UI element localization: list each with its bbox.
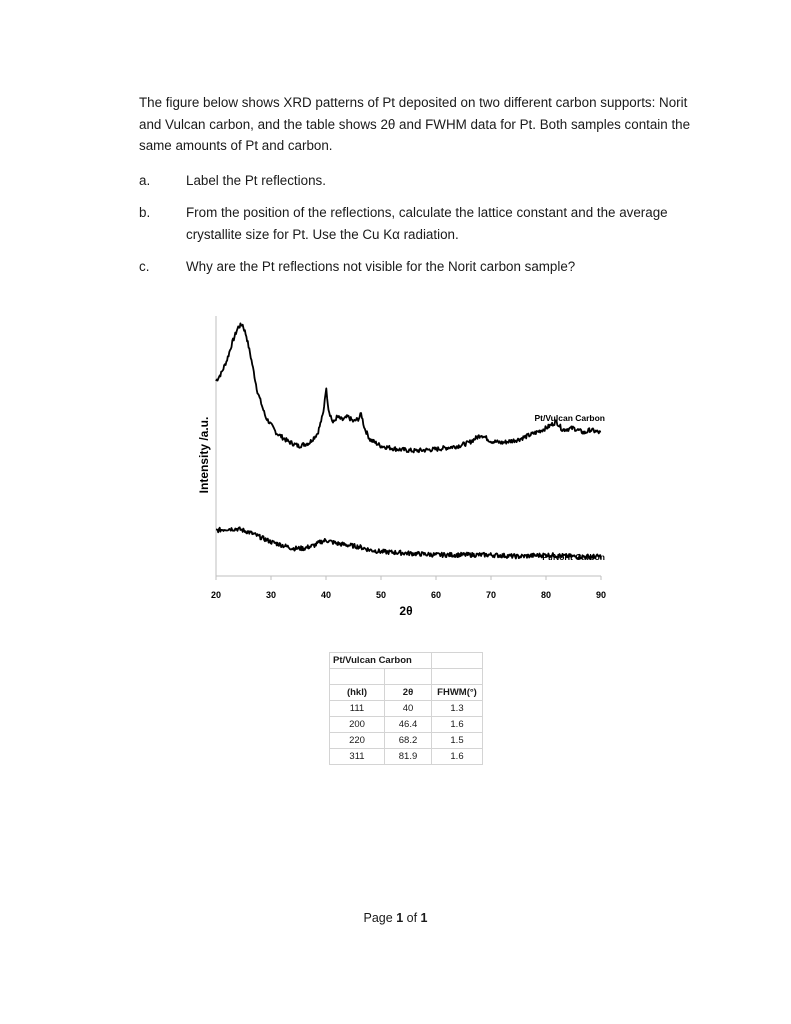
x-tick-label-group xyxy=(211,590,606,600)
table-row xyxy=(330,717,483,733)
page-footer xyxy=(0,911,791,925)
footer-total: 1 xyxy=(420,911,428,925)
header-2theta: 2θ xyxy=(385,685,432,701)
cell-2theta: 40 xyxy=(385,701,432,717)
x-axis-label: 2θ xyxy=(399,604,413,618)
table-row xyxy=(330,749,483,765)
cell-2theta: 46.4 xyxy=(385,717,432,733)
cell-hkl: 200 xyxy=(330,717,385,733)
x-tick-group xyxy=(216,576,601,580)
series-line-vulcan xyxy=(216,323,601,452)
cell-2theta: 68.2 xyxy=(385,733,432,749)
x-tick-label: 90 xyxy=(595,590,607,600)
question-a-text: Label the Pt reflections. xyxy=(186,173,326,188)
series-label-norit: Pt/Norit Carbon xyxy=(542,552,605,562)
fwhm-table xyxy=(329,652,483,765)
x-tick-label: 80 xyxy=(540,590,552,600)
x-tick-label: 30 xyxy=(265,590,277,600)
cell-fwhm: 1.3 xyxy=(432,701,483,717)
series-label-vulcan: Pt/Vulcan Carbon xyxy=(534,413,605,423)
table-title: Pt/Vulcan Carbon xyxy=(330,653,432,669)
cell-fwhm: 1.5 xyxy=(432,733,483,749)
cell-hkl: 111 xyxy=(330,701,385,717)
series-group xyxy=(216,323,601,558)
x-tick-label: 70 xyxy=(485,590,497,600)
x-tick-label: 20 xyxy=(210,590,222,600)
x-tick-label: 50 xyxy=(375,590,387,600)
x-tick-label: 60 xyxy=(430,590,442,600)
footer-page: 1 xyxy=(396,911,404,925)
question-c-label: c. xyxy=(139,259,150,274)
header-hkl: (hkl) xyxy=(330,685,385,701)
cell-hkl: 220 xyxy=(330,733,385,749)
table-row xyxy=(330,733,483,749)
cell-hkl: 311 xyxy=(330,749,385,765)
question-a-label: a. xyxy=(139,173,151,188)
footer-prefix: Page xyxy=(363,911,397,925)
intro-paragraph: The figure below shows XRD patterns of Pt deposited on two different carbon supports: Norit and Vulcan carbon, and the table shows 2θ and FWHM data for Pt. Both samples contain the same amounts of Pt and carbon. xyxy=(139,95,691,153)
footer-of: of xyxy=(403,911,421,925)
y-axis-label: Intensity /a.u. xyxy=(197,416,211,494)
question-c-text: Why are the Pt reflections not visible for the Norit carbon sample? xyxy=(186,259,576,274)
table-row xyxy=(330,701,483,717)
question-b-text: From the position of the reflections, calculate the lattice constant and the average crystallite size for Pt. Use the Cu Kα radiation. xyxy=(186,205,668,242)
cell-2theta: 81.9 xyxy=(385,749,432,765)
cell-fwhm: 1.6 xyxy=(432,749,483,765)
cell-fwhm: 1.6 xyxy=(432,717,483,733)
header-fwhm: FHWM(°) xyxy=(432,685,483,701)
question-b-label: b. xyxy=(139,205,151,220)
x-tick-label: 40 xyxy=(320,590,332,600)
